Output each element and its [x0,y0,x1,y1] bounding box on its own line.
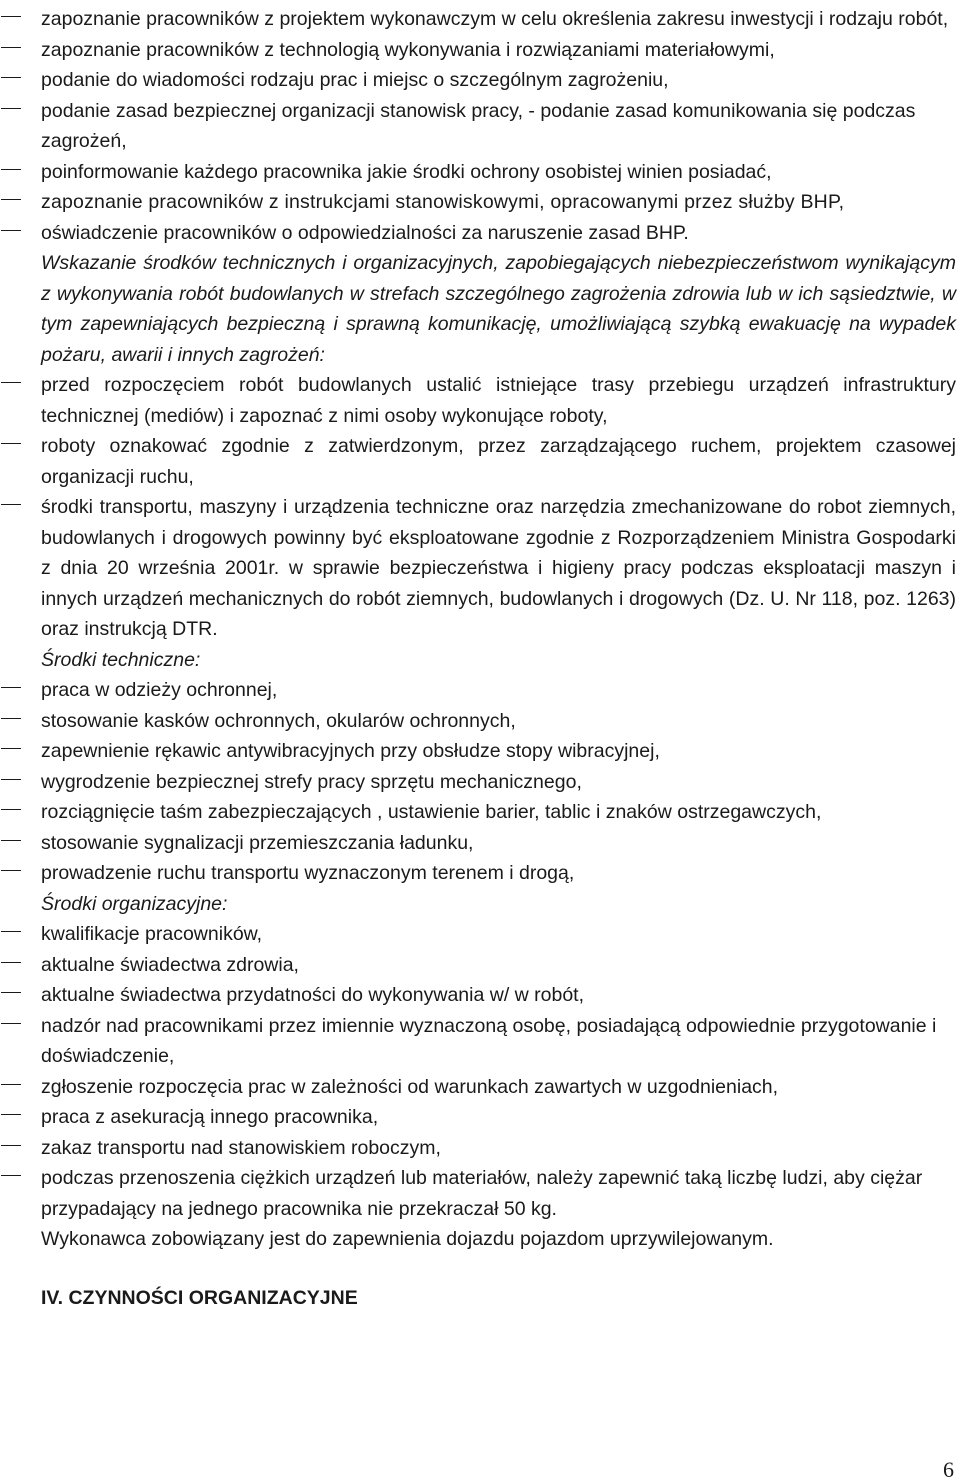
dash-bullet [1,16,21,17]
dash-bullet [1,169,21,170]
list-item: prowadzenie ruchu transportu wyznaczonym terenem i drogą, [0,858,960,889]
list-item: roboty oznakować zgodnie z zatwierdzonym, przez zarządzającego ruchem, projektem czasowej organizacji ruchu, [0,431,960,492]
dash-bullet [1,1145,21,1146]
dash-bullet [1,1084,21,1085]
technical-means-list [0,675,960,889]
dash-bullet [1,687,21,688]
list-item: aktualne świadectwa przydatności do wykonywania w/ w robót, [0,980,960,1011]
dash-bullet [1,1023,21,1024]
dash-bullet [1,47,21,48]
list-item: zakaz transportu nad stanowiskiem roboczym, [0,1133,960,1164]
list-item: zapoznanie pracowników z projektem wykonawczym w celu określenia zakresu inwestycji i rodzaju robót, [0,4,960,35]
dash-bullet [1,1175,21,1176]
dash-bullet [1,77,21,78]
list-item: stosowanie kasków ochronnych, okularów ochronnych, [0,706,960,737]
dash-bullet [1,108,21,109]
list-item: zgłoszenie rozpoczęcia prac w zależności od warunkach zawartych w uzgodnieniach, [0,1072,960,1103]
list-item: nadzór nad pracownikami przez imiennie wyznaczoną osobę, posiadającą odpowiednie przygotowanie i doświadczenie, [0,1011,960,1072]
list-item: kwalifikacje pracowników, [0,919,960,950]
page-number: 6 [943,1457,954,1482]
dash-bullet [1,840,21,841]
staff-briefing-list [0,4,960,248]
technical-measures-list [0,370,960,645]
list-item: środki transportu, maszyny i urządzenia techniczne oraz narzędzia zmechanizowane do robot ziemnych, budowlanych i drogowych powinny być eksploatowane zgodnie z Rozporządzeniem Ministra Gospodarki z dnia 20 września 2001r. w sprawie bezpieczeństwa i higieny pracy podczas eksploatacji maszyn i innych urządzeń mechanicznych do robót ziemnych, budowlanych i drogowych (Dz. U. Nr 118, poz. 1263) oraz instrukcją DTR. [0,492,960,645]
dash-bullet [1,992,21,993]
list-item: poinformowanie każdego pracownika jakie środki ochrony osobistej winien posiadać, [0,157,960,188]
organizational-heading: Środki organizacyjne: [41,892,228,915]
list-item: rozciągnięcie taśm zabezpieczających , ustawienie barier, tablic i znaków ostrzegawczych, [0,797,960,828]
list-item: praca w odzieży ochronnej, [0,675,960,706]
dash-bullet [1,748,21,749]
dash-bullet [1,382,21,383]
dash-bullet [1,1114,21,1115]
list-item: podanie do wiadomości rodzaju prac i miejsc o szczególnym zagrożeniu, [0,65,960,96]
list-item: wygrodzenie bezpiecznej strefy pracy sprzętu mechanicznego, [0,767,960,798]
dash-bullet [1,931,21,932]
list-item: przed rozpoczęciem robót budowlanych ustalić istniejące trasy przebiegu urządzeń infrastruktury technicznej (mediów) i zapoznać z nimi osoby wykonujące roboty, [0,370,960,431]
list-item: zapoznanie pracowników z instrukcjami stanowiskowymi, opracowanymi przez służby BHP, [0,187,960,218]
list-item: zapewnienie rękawic antywibracyjnych przy obsłudze stopy wibracyjnej, [0,736,960,767]
section-spacer [0,1255,960,1283]
dash-bullet [1,199,21,200]
intro-paragraph: Wskazanie środków technicznych i organizacyjnych, zapobiegających niebezpieczeństwom wynikającym z wykonywania robót budowlanych w strefach szczególnego zagrożenia zdrowia lub w ich sąsiedztwie, w tym zapewniających bezpieczną i sprawną komunikację, umożliwiającą szybką ewakuację na wypadek pożaru, awarii i innych zagrożeń: [41,252,956,366]
dash-bullet [1,779,21,780]
list-item: stosowanie sygnalizacji przemieszczania ładunku, [0,828,960,859]
dash-bullet [1,443,21,444]
dash-bullet [1,962,21,963]
technical-heading: Środki techniczne: [41,648,201,671]
list-item: podczas przenoszenia ciężkich urządzeń lub materiałów, należy zapewnić taką liczbę ludzi, aby ciężar przypadający na jednego pracownika nie przekraczał 50 kg. [0,1163,960,1224]
list-item: podanie zasad bezpiecznej organizacji stanowisk pracy, - podanie zasad komunikowania się podczas zagrożeń, [0,96,960,157]
organizational-means-list [0,919,960,1224]
dash-bullet [1,230,21,231]
dash-bullet [1,870,21,871]
list-item: praca z asekuracją innego pracownika, [0,1102,960,1133]
closing-paragraph: Wykonawca zobowiązany jest do zapewnienia dojazdu pojazdom uprzywilejowanym. [41,1228,774,1250]
dash-bullet [1,504,21,505]
dash-bullet [1,809,21,810]
document-page [0,4,960,1313]
section-heading: IV. CZYNNOŚCI ORGANIZACYJNE [41,1286,358,1309]
list-item: aktualne świadectwa zdrowia, [0,950,960,981]
dash-bullet [1,718,21,719]
list-item: zapoznanie pracowników z technologią wykonywania i rozwiązaniami materiałowymi, [0,35,960,66]
list-item: oświadczenie pracowników o odpowiedzialności za naruszenie zasad BHP. [0,218,960,249]
